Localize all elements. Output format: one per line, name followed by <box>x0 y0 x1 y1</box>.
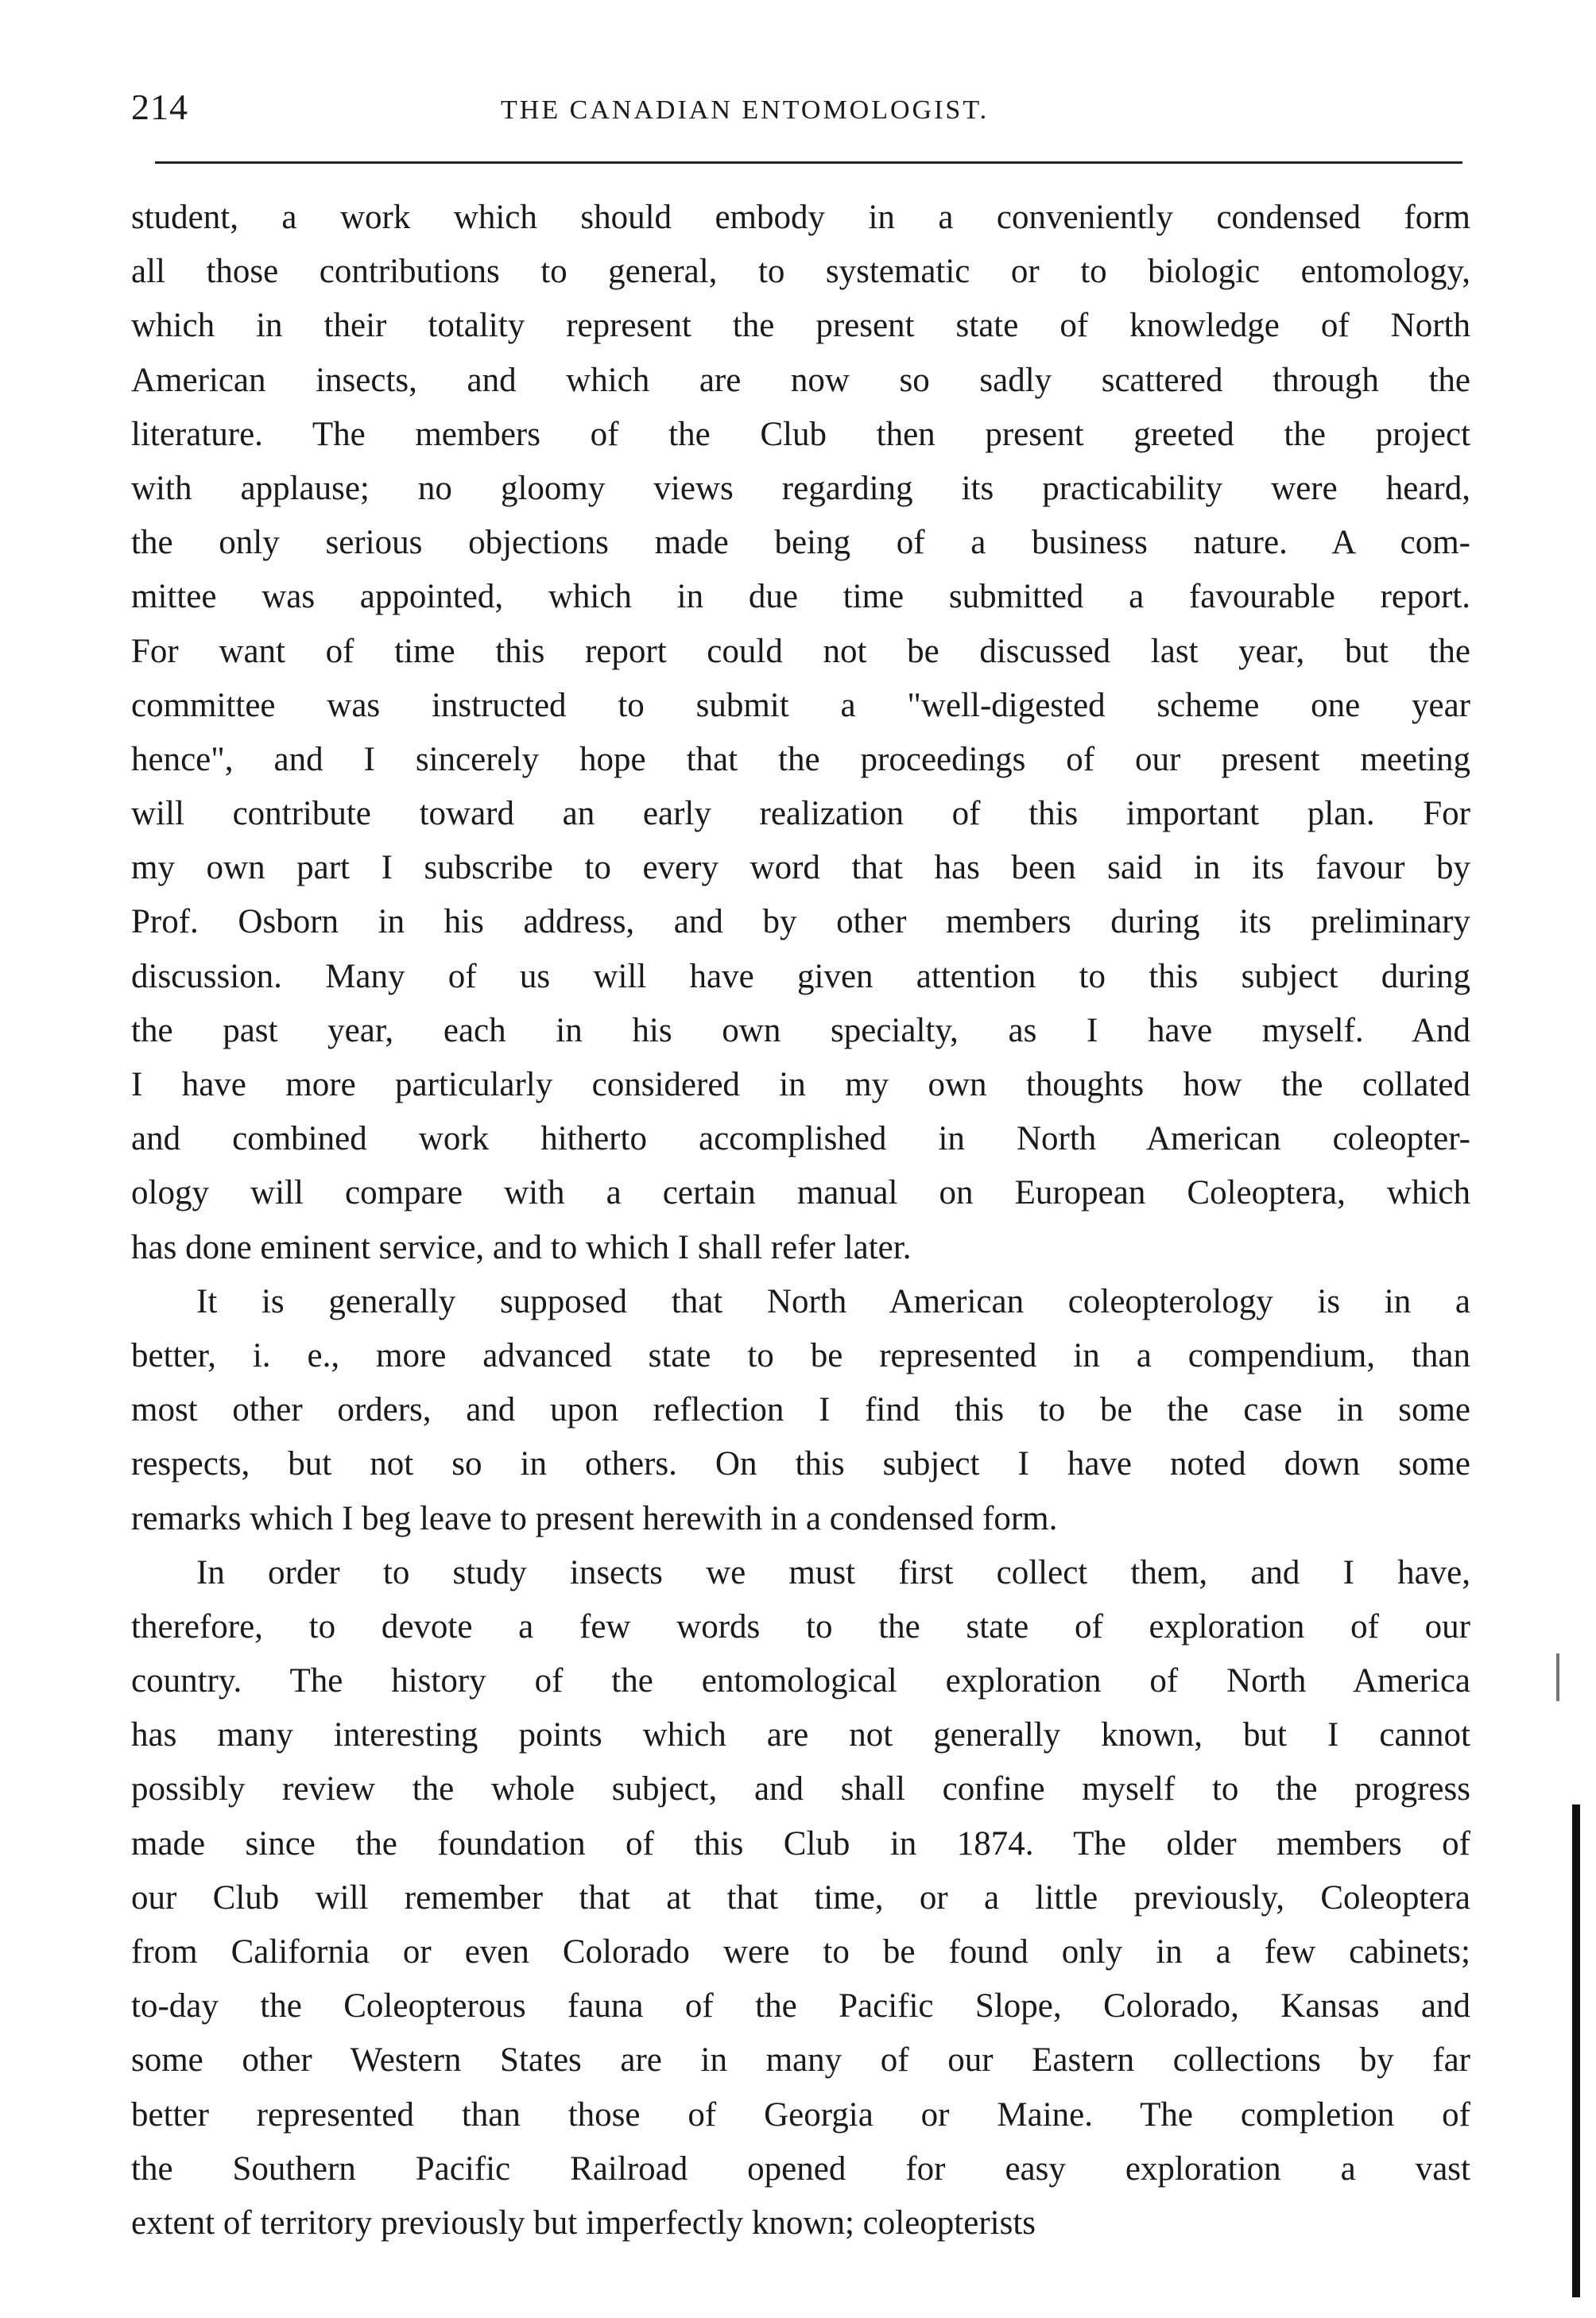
text-line: the only serious objections made being of a business nature. A com- <box>131 524 1470 562</box>
text-line: all those contributions to general, to systematic or to biologic entomology, <box>131 253 1470 291</box>
text-line: the Southern Pacific Railroad opened for easy exploration a vast <box>131 2149 1470 2188</box>
text-line: country. The history of the entomological exploration of North America <box>131 1662 1470 1700</box>
text-line: some other Western States are in many of our Eastern collections by far <box>131 2041 1470 2080</box>
text-line: has many interesting points which are not generally known, but I cannot <box>131 1716 1470 1754</box>
text-line: American insects, and which are now so sadly scattered through the <box>131 361 1470 399</box>
paragraph <box>131 191 1470 1275</box>
text-line: literature. The members of the Club then present greeted the project <box>131 415 1470 453</box>
text-line: to-day the Coleopterous fauna of the Pacific Slope, Colorado, Kansas and <box>131 1987 1470 2025</box>
text-line: hence", and I sincerely hope that the proceedings of our present meeting <box>131 740 1470 778</box>
text-line: which in their totality represent the present state of knowledge of North <box>131 307 1470 345</box>
running-title: THE CANADIAN ENTOMOLOGIST. <box>501 95 990 125</box>
text-line: mittee was appointed, which in due time submitted a favourable report. <box>131 578 1470 616</box>
text-line: respects, but not so in others. On this subject I have noted down some <box>131 1445 1470 1483</box>
text-line: In order to study insects we must first collect them, and I have, <box>196 1553 1470 1591</box>
text-line: remarks which I beg leave to present herewith in a condensed form. <box>131 1499 1058 1537</box>
text-line: possibly review the whole subject, and shall confine myself to the progress <box>131 1770 1470 1808</box>
text-line: I have more particularly considered in my own thoughts how the collated <box>131 1066 1470 1103</box>
text-line: with applause; no gloomy views regarding its practicability were heard, <box>131 469 1470 507</box>
text-line: has done eminent service, and to which I shall refer later. <box>131 1228 912 1266</box>
scan-edge-bar <box>1572 1804 1580 2297</box>
text-line: discussion. Many of us will have given attention to this subject during <box>131 957 1470 995</box>
text-line: For want of time this report could not be discussed last year, but the <box>131 632 1470 670</box>
text-line: will contribute toward an early realization of this important plan. For <box>131 795 1470 833</box>
text-line: from California or even Colorado were to be found only in a few cabinets; <box>131 1933 1470 1971</box>
text-line: better, i. e., more advanced state to be represented in a compendium, than <box>131 1336 1470 1374</box>
page-number: 214 <box>131 87 188 127</box>
text-line: It is generally supposed that North American coleopterology is in a <box>196 1282 1470 1320</box>
text-line: our Club will remember that at that time, or a little previously, Coleoptera <box>131 1878 1470 1917</box>
text-line: the past year, each in his own specialty, as I have myself. And <box>131 1011 1470 1049</box>
text-line: and combined work hitherto accomplished in North American coleopter- <box>131 1120 1470 1158</box>
text-line: most other orders, and upon reflection I find this to be the case in some <box>131 1391 1470 1429</box>
text-line: extent of territory previously but imperfectly known; coleopterists <box>131 2204 1036 2242</box>
header-rule <box>155 161 1462 164</box>
text-line: better represented than those of Georgia or Maine. The completion of <box>131 2095 1470 2134</box>
text-line: committee was instructed to submit a "well-digested scheme one year <box>131 686 1470 724</box>
text-line: made since the foundation of this Club in 1874. The older members of <box>131 1824 1470 1863</box>
text-line: my own part I subscribe to every word that has been said in its favour by <box>131 849 1470 887</box>
paragraph <box>131 1546 1470 2250</box>
margin-mark <box>1556 1653 1559 1701</box>
text-line: therefore, to devote a few words to the state of exploration of our <box>131 1607 1470 1645</box>
paragraph <box>131 1275 1470 1546</box>
text-line: ology will compare with a certain manual on European Coleoptera, which <box>131 1174 1470 1212</box>
text-line: Prof. Osborn in his address, and by other members during its preliminary <box>131 903 1470 941</box>
text-line: student, a work which should embody in a conveniently condensed form <box>131 199 1470 236</box>
body-text <box>131 191 1470 2250</box>
page-header <box>131 86 1466 141</box>
